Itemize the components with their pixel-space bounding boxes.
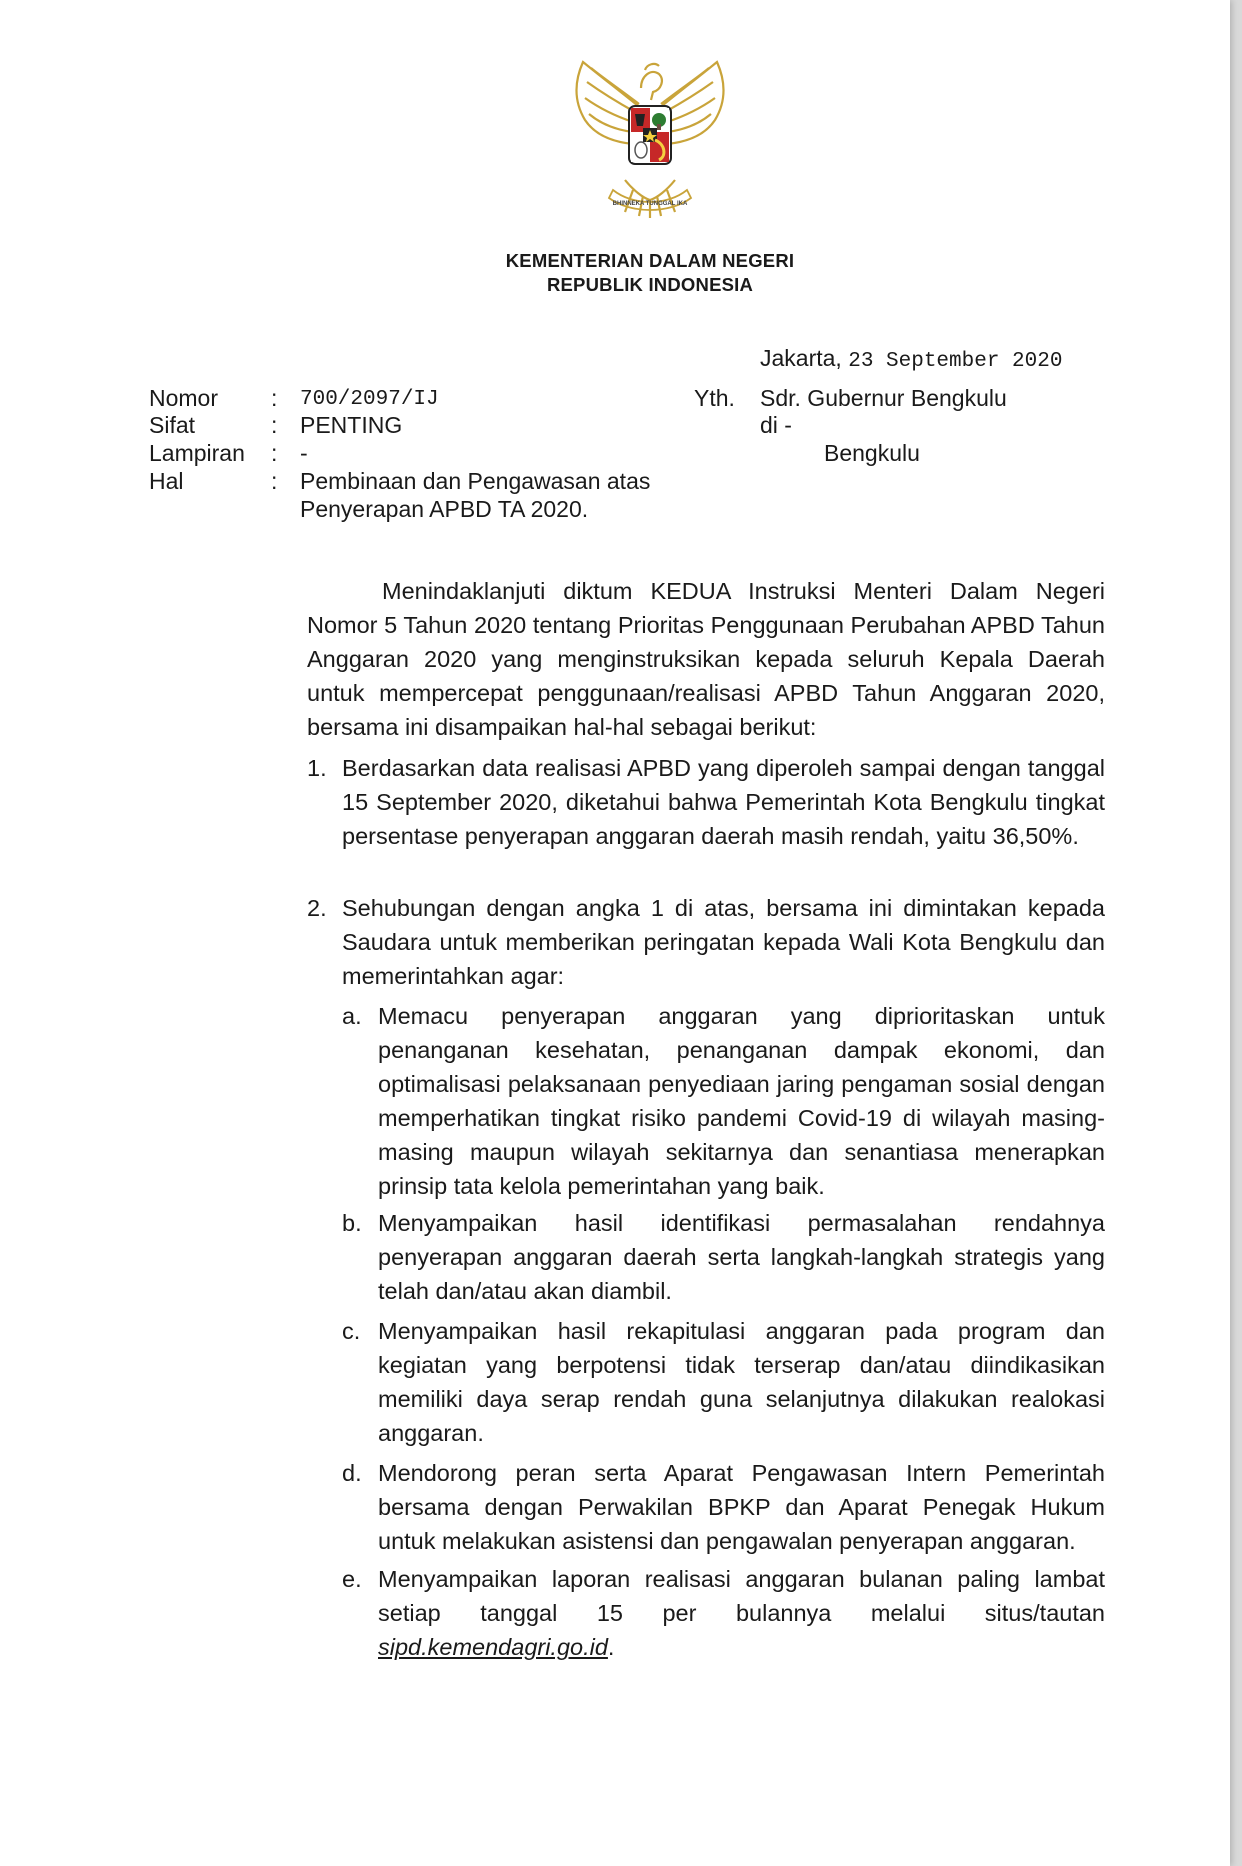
subitem-e-text	[378, 1562, 1105, 1664]
country-name: REPUBLIK INDONESIA	[546, 274, 754, 295]
lampiran-colon: :	[271, 440, 278, 466]
recipient-line2: di -	[760, 412, 792, 438]
item-2-number: 2.	[307, 895, 327, 921]
lampiran-label: Lampiran	[149, 440, 245, 466]
nomor-colon: :	[271, 385, 278, 411]
subitem-d-text: Mendorong peran serta Aparat Pengawasan Intern Pemerintah bersama dengan Perwakilan BPKP dan Aparat Penegak Hukum untuk melakukan asistensi dan pengawalan penyerapan anggaran.	[378, 1460, 1105, 1554]
hal-value-line1: Pembinaan dan Pengawasan atas	[300, 468, 651, 494]
yth-label: Yth.	[694, 385, 735, 411]
recipient-line1: Sdr. Gubernur Bengkulu	[760, 385, 1007, 411]
subitem-a-text: Memacu penyerapan anggaran yang diprioritaskan untuk penanganan kesehatan, penanganan dampak ekonomi, dan optimalisasi pelaksanaan penyediaan jaring pengaman sosial dengan memperhatikan tingkat risiko pandemi Covid-19 di wilayah masing-masing maupun wilayah sekitarnya dan senantiasa menerapkan prinsip tata kelola pemerintahan yang baik.	[378, 1003, 1105, 1199]
dateline	[760, 345, 1062, 375]
ministry-name: KEMENTERIAN DALAM NEGERI	[505, 250, 795, 271]
subitem-e-body: Menyampaikan laporan realisasi anggaran bulanan paling lambat setiap tanggal 15 per bulannya melalui situs/tautan	[378, 1566, 1105, 1626]
item-2-text: Sehubungan dengan angka 1 di atas, bersama ini dimintakan kepada Saudara untuk memberikan peringatan kepada Wali Kota Bengkulu dan memerintahkan agar:	[342, 895, 1105, 989]
nomor-label: Nomor	[149, 385, 219, 411]
subitem-e-letter: e.	[342, 1566, 362, 1592]
garuda-emblem-icon	[555, 40, 745, 230]
nomor-value: 700/2097/IJ	[300, 388, 439, 411]
recipient-line3: Bengkulu	[824, 440, 920, 466]
dateline-date: 23 September 2020	[848, 350, 1063, 373]
sipd-link[interactable]: sipd.kemendagri.go.id	[378, 1634, 608, 1660]
subitem-b-text: Menyampaikan hasil identifikasi permasalahan rendahnya penyerapan anggaran daerah serta langkah-langkah strategis yang telah dan/atau akan diambil.	[378, 1210, 1105, 1304]
dateline-city: Jakarta,	[760, 345, 842, 371]
item-1-number: 1.	[307, 755, 327, 781]
hal-value-line2: Penyerapan APBD TA 2020.	[300, 496, 589, 522]
item-1-text: Berdasarkan data realisasi APBD yang diperoleh sampai dengan tanggal 15 September 2020, diketahui bahwa Pemerintah Kota Bengkulu tingkat persentase penyerapan anggaran daerah masih rendah, yaitu 36,50%.	[342, 755, 1105, 849]
subitem-d-letter: d.	[342, 1460, 362, 1486]
sifat-colon: :	[271, 412, 278, 438]
intro-paragraph: Menindaklanjuti diktum KEDUA Instruksi Menteri Dalam Negeri Nomor 5 Tahun 2020 tentang Prioritas Penggunaan Perubahan APBD Tahun Anggaran 2020 yang menginstruksikan kepada seluruh Kepala Daerah untuk mempercepat penggunaan/realisasi APBD Tahun Anggaran 2020, bersama ini disampaikan hal-hal sebagai berikut:	[307, 578, 1105, 740]
sifat-label: Sifat	[149, 412, 196, 438]
subitem-b-letter: b.	[342, 1210, 362, 1236]
emblem-motto: BHINNEKA TUNGGAL IKA	[612, 201, 688, 207]
subitem-a-letter: a.	[342, 1003, 362, 1029]
sifat-value: PENTING	[300, 412, 403, 438]
subitem-c-text: Menyampaikan hasil rekapitulasi anggaran pada program dan kegiatan yang berpotensi tidak terserap dan/atau diindikasikan memiliki daya serap rendah guna selanjutnya dilakukan realokasi anggaran.	[378, 1318, 1105, 1446]
lampiran-value: -	[300, 440, 308, 466]
subitem-c-letter: c.	[342, 1318, 361, 1344]
hal-colon: :	[271, 468, 278, 494]
hal-label: Hal	[149, 468, 184, 494]
subitem-e-end: .	[607, 1634, 615, 1660]
